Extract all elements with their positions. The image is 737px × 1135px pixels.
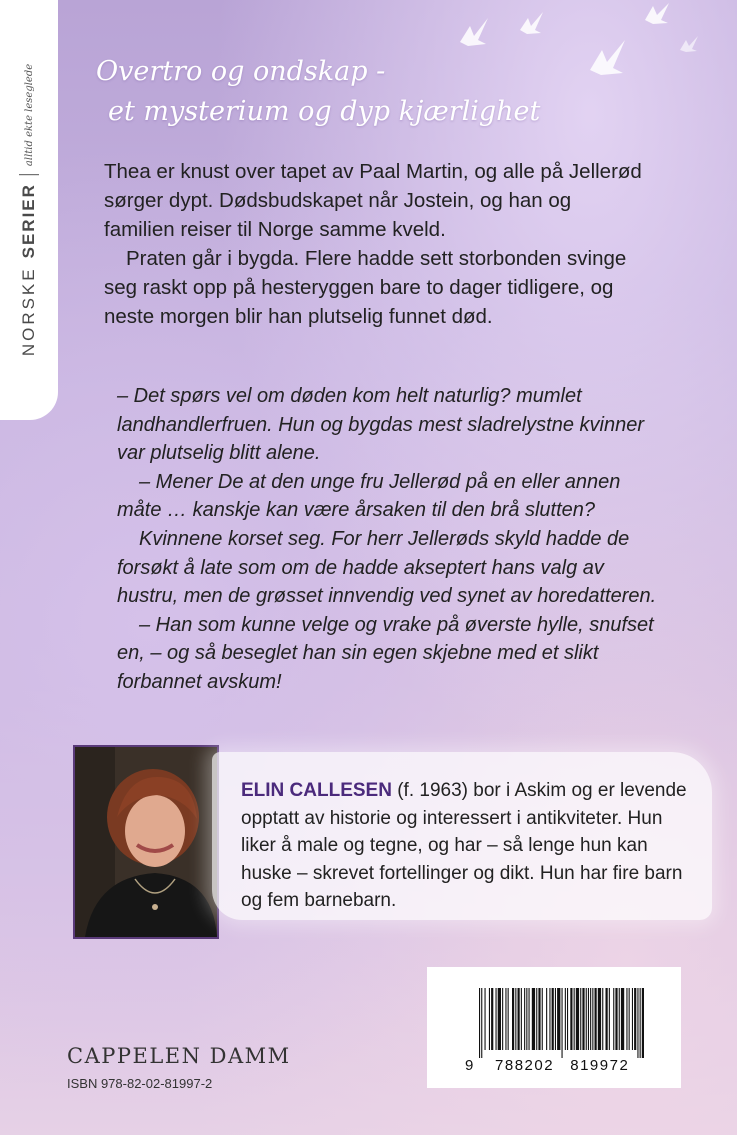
barcode-bar	[562, 988, 563, 1058]
barcode-left-group: 788202	[495, 1057, 555, 1074]
barcode-right-group: 819972	[570, 1057, 630, 1074]
publisher-logo: CAPPELEN DAMM	[67, 1044, 291, 1068]
barcode-bar	[479, 988, 480, 1058]
series-logo	[19, 64, 39, 356]
barcode-bar	[570, 988, 572, 1050]
barcode-bar	[496, 988, 497, 1050]
blurb-paragraph-2: Praten går i bygda. Flere hadde sett storbonden svinge seg raskt opp på hesteryggen bare to dager tidligere, og neste morgen blir han plutselig funnet død.	[104, 247, 627, 328]
series-tagline: alltid ekte leseglede	[23, 63, 35, 167]
isbn-text: ISBN 978-82-02-81997-2	[67, 1076, 213, 1091]
barcode-bar	[640, 988, 641, 1058]
barcode-bar	[505, 988, 506, 1050]
barcode-bar	[538, 988, 540, 1050]
barcode-bar	[606, 988, 608, 1050]
excerpt-paragraph-4: – Han som kunne velge og vrake på øverste hylle, snufset en, – og så beseglet han sin egen skjebne med et slikt forbannet avskum!	[117, 613, 654, 693]
barcode-bar	[549, 988, 550, 1050]
barcode-bar	[481, 988, 482, 1058]
barcode-bar	[574, 988, 575, 1050]
author-photo	[73, 745, 219, 939]
barcode	[427, 967, 681, 1088]
barcode-bar	[529, 988, 530, 1050]
barcode-bar	[512, 988, 514, 1050]
barcode-bar	[580, 988, 581, 1050]
series-tab	[0, 0, 58, 420]
barcode-bar	[602, 988, 603, 1050]
excerpt	[117, 382, 657, 697]
tagline-line-1: Overtro og ondskap -	[96, 56, 386, 87]
blurb-paragraph-1: Thea er knust over tapet av Paal Martin, og alle på Jellerød sørger dypt. Dødsbudskapet når Jostein, og han og familien reiser til Norge samme kveld.	[104, 160, 642, 241]
barcode-bar	[619, 988, 620, 1050]
barcode-bar	[586, 988, 587, 1050]
barcode-bar	[598, 988, 601, 1050]
barcode-bar	[609, 988, 610, 1050]
barcode-bar	[615, 988, 617, 1050]
barcode-bars	[479, 988, 644, 1058]
barcode-bar	[557, 988, 560, 1050]
author-bio	[241, 777, 691, 915]
barcode-bar	[565, 988, 566, 1050]
barcode-bar	[582, 988, 584, 1050]
barcode-bar	[502, 988, 503, 1050]
author-name: ELIN CALLESEN	[241, 780, 392, 801]
series-name-norske: NORSKE	[19, 266, 38, 357]
barcode-bar	[621, 988, 624, 1050]
barcode-bar	[521, 988, 522, 1050]
barcode-bar	[489, 988, 490, 1050]
barcode-bar	[629, 988, 630, 1050]
barcode-bar	[634, 988, 636, 1050]
cover-tagline	[96, 52, 696, 132]
barcode-bar	[552, 988, 554, 1050]
barcode-bar	[536, 988, 537, 1050]
excerpt-paragraph-2: – Mener De at den unge fru Jellerød på en eller annen måte … kanskje kan være årsaken til den brå slutten?	[117, 470, 621, 522]
excerpt-paragraph-1: – Det spørs vel om døden kom helt naturlig? mumlet landhandlerfruen. Hun og bygdas mest sladrelystne kvinner var plutselig blitt alene.	[117, 385, 644, 465]
barcode-bar	[491, 988, 493, 1050]
barcode-bar	[508, 988, 509, 1050]
barcode-bar	[637, 988, 638, 1058]
barcode-bar	[542, 988, 543, 1050]
series-divider	[19, 174, 39, 175]
barcode-bar	[485, 988, 486, 1050]
barcode-bar	[518, 988, 520, 1050]
barcode-bar	[526, 988, 527, 1050]
barcode-bar	[567, 988, 568, 1050]
barcode-bar	[524, 988, 525, 1050]
blurb	[104, 157, 644, 331]
barcode-bar	[595, 988, 597, 1050]
barcode-bar	[613, 988, 614, 1050]
barcode-bar	[626, 988, 627, 1050]
barcode-bar	[590, 988, 591, 1050]
barcode-first-digit: 9	[465, 1057, 475, 1074]
barcode-bar	[515, 988, 516, 1050]
barcode-bar	[632, 988, 633, 1050]
author-bio-text: (f. 1963) bor i Askim og er levende opptatt av historie og interessert i antikviteter. Hun liker å male og tegne, og har – så lenge hun kan huske – skrevet fortellinger og dikt. Hun har fire barn og fem barnebarn.	[241, 780, 687, 911]
series-name-serier: SERIER	[19, 183, 38, 259]
barcode-digits	[465, 1057, 629, 1074]
barcode-bar	[576, 988, 579, 1050]
barcode-bar	[588, 988, 589, 1050]
barcode-bar	[498, 988, 501, 1050]
author-portrait-illustration	[75, 747, 217, 937]
barcode-bar	[555, 988, 556, 1050]
barcode-bar	[592, 988, 593, 1050]
excerpt-paragraph-3: Kvinnene korset seg. For herr Jellerøds skyld hadde de forsøkt å late som om de hadde akseptert hans valg av hustru, men de grøsset innvendig ved synet av horedatteren.	[117, 527, 657, 608]
barcode-bar	[546, 988, 547, 1050]
barcode-bar	[642, 988, 644, 1058]
tagline-line-2: et mysterium og dyp kjærlighet	[108, 96, 541, 127]
barcode-bar	[532, 988, 535, 1050]
